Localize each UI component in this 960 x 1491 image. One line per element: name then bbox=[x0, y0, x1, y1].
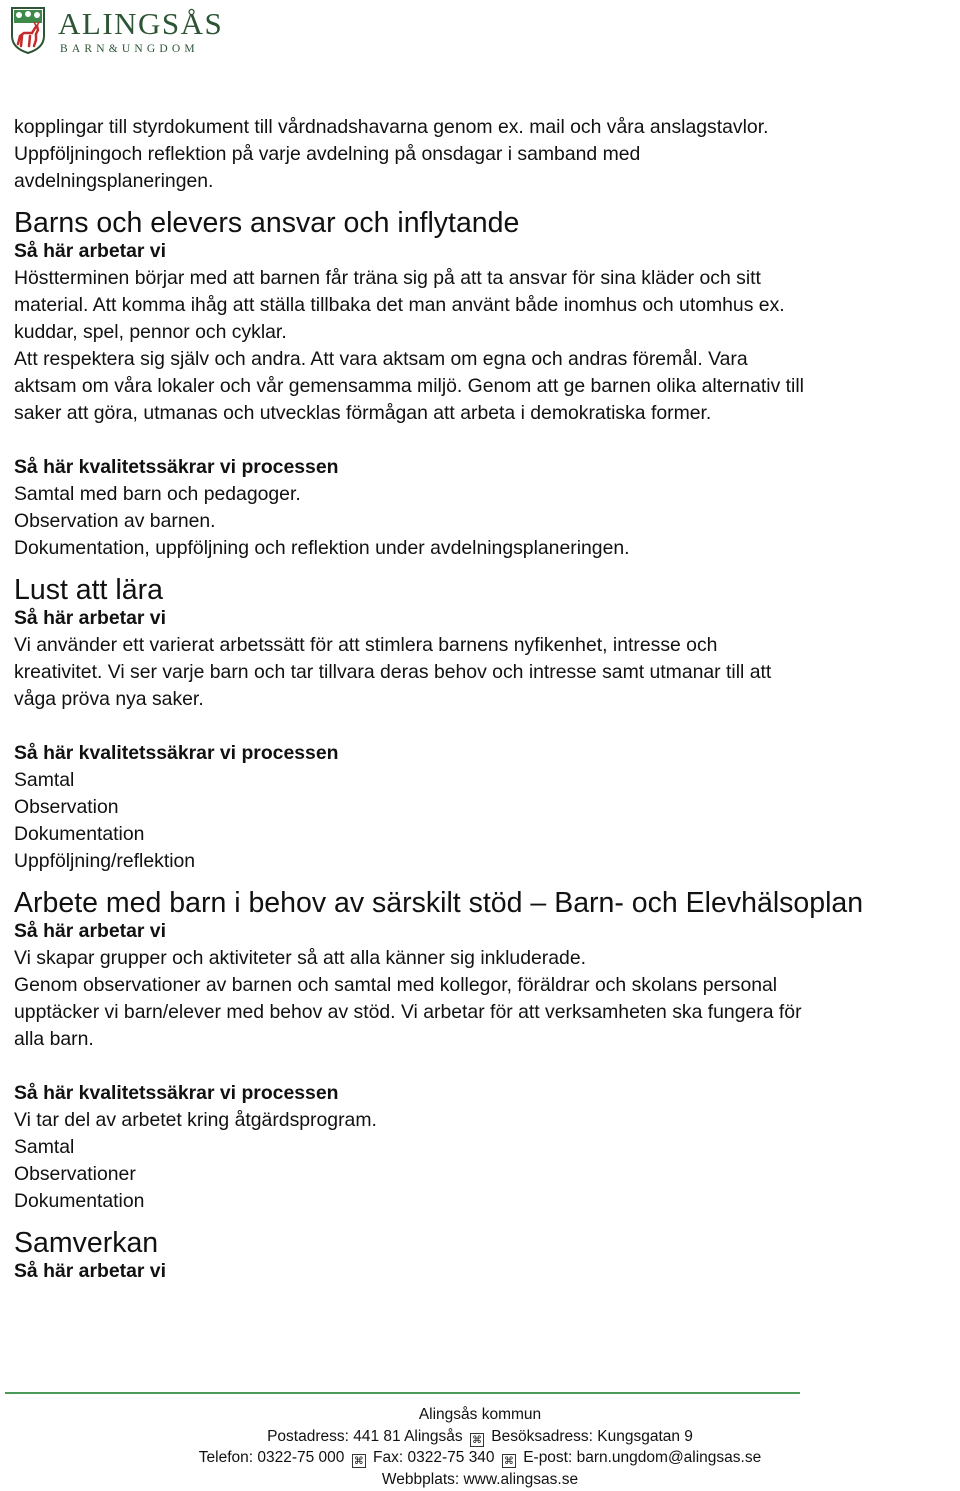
footer-org: Alingsås kommun bbox=[418, 1406, 542, 1423]
footer-fax: Fax: 0322-75 340 bbox=[373, 1449, 495, 1466]
section-subheading: Så här arbetar vi bbox=[14, 1260, 166, 1282]
body-text-line: kuddar, spel, pennor och cyklar. bbox=[14, 321, 287, 343]
body-text-line: Uppföljning/reflektion bbox=[14, 850, 196, 872]
body-text-line: upptäcker vi barn/elever med behov av stöd. Vi arbetar för att verksamheten ska fungera för bbox=[14, 1001, 802, 1023]
section-subheading: Så här kvalitetssäkrar vi processen bbox=[14, 1082, 339, 1104]
spacer bbox=[14, 713, 960, 740]
footer-web[interactable]: Webbplats: www.alingsas.se bbox=[381, 1470, 579, 1488]
body-text-line: Vi använder ett varierat arbetssätt för att stimlera barnens nyfikenhet, intresse och bbox=[14, 634, 718, 656]
section-subheading: Så här kvalitetssäkrar vi processen bbox=[14, 456, 339, 478]
footer-contact-line bbox=[0, 1447, 960, 1469]
section-heading: Samverkan bbox=[14, 1227, 159, 1259]
footer-postal: Postadress: 441 81 Alingsås bbox=[267, 1427, 463, 1445]
logo bbox=[10, 6, 250, 56]
brand-tagline: BARN&UNGDOM bbox=[60, 43, 199, 55]
body-text-line: Dokumentation bbox=[14, 1190, 145, 1212]
section-heading: Lust att lära bbox=[14, 574, 163, 606]
footer-rule bbox=[5, 1392, 800, 1394]
body-text-line: Uppföljningoch reflektion på varje avdelning på onsdagar i samband med bbox=[14, 143, 641, 165]
body-text-line: Höstterminen börjar med att barnen får träna sig på att ta ansvar för sina kläder och sitt bbox=[14, 267, 761, 289]
body-text-line: Samtal bbox=[14, 769, 75, 791]
section-subheading: Så här arbetar vi bbox=[14, 240, 166, 262]
body-text-line: Dokumentation, uppföljning och reflektion under avdelningsplaneringen. bbox=[14, 537, 630, 559]
footer-visit: Besöksadress: Kungsgatan 9 bbox=[491, 1427, 693, 1445]
wingdings-box-icon: ⌘ bbox=[353, 1456, 364, 1467]
body-text-line: saker att göra, utmanas och utvecklas förmågan att arbeta i demokratiska former. bbox=[14, 402, 712, 424]
body-text-line: Observationer bbox=[14, 1163, 136, 1185]
body-text-line: Dokumentation bbox=[14, 823, 145, 845]
body-text-line: Samtal bbox=[14, 1136, 75, 1158]
body-text-line: Samtal med barn och pedagoger. bbox=[14, 483, 301, 505]
body-text-line: Vi tar del av arbetet kring åtgärdsprogram. bbox=[14, 1109, 377, 1131]
section-heading: Arbete med barn i behov av särskilt stöd – Barn- och Elevhälsoplan bbox=[14, 887, 864, 919]
section-heading: Barns och elevers ansvar och inflytande bbox=[14, 207, 520, 239]
body-text-line: våga pröva nya saker. bbox=[14, 688, 204, 710]
body-text-line: kopplingar till styrdokument till vårdnadshavarna genom ex. mail och våra anslagstavlor. bbox=[14, 116, 769, 138]
body-text-line: Genom observationer av barnen och samtal med kollegor, föräldrar och skolans personal bbox=[14, 974, 778, 996]
spacer bbox=[14, 427, 960, 454]
body-text-line: kreativitet. Vi ser varje barn och tar tillvara deras behov och intresse samt utmanar till att bbox=[14, 661, 772, 683]
document-body bbox=[14, 114, 960, 1285]
body-text-line: Vi skapar grupper och aktiviteter så att alla känner sig inkluderade. bbox=[14, 947, 586, 969]
footer-address-line bbox=[0, 1426, 960, 1448]
footer-email[interactable]: E-post: barn.ungdom@alingsas.se bbox=[523, 1449, 762, 1466]
body-text-line: Observation av barnen. bbox=[14, 510, 216, 532]
section-subheading: Så här arbetar vi bbox=[14, 920, 166, 942]
spacer bbox=[14, 1053, 960, 1080]
wingdings-box-icon: ⌘ bbox=[503, 1456, 514, 1467]
body-text-line: alla barn. bbox=[14, 1028, 94, 1050]
body-text-line: material. Att komma ihåg att ställa tillbaka det man använt både inomhus och utomhus ex. bbox=[14, 294, 785, 316]
footer-phone: Telefon: 0322-75 000 bbox=[198, 1449, 345, 1466]
section-subheading: Så här arbetar vi bbox=[14, 607, 166, 629]
body-text-line: avdelningsplaneringen. bbox=[14, 170, 214, 192]
section-subheading: Så här kvalitetssäkrar vi processen bbox=[14, 742, 339, 764]
body-text-line: Observation bbox=[14, 796, 119, 818]
brand-name: ALINGSÅS bbox=[58, 6, 224, 41]
body-text-line: aktsam om våra lokaler och vår gemensamma miljö. Genom att ge barnen olika alternativ till bbox=[14, 375, 804, 397]
body-text-line: Att respektera sig själv och andra. Att vara aktsam om egna och andras föremål. Vara bbox=[14, 348, 748, 370]
crest-deer-icon bbox=[10, 6, 46, 54]
wingdings-box-icon: ⌘ bbox=[471, 1434, 482, 1446]
